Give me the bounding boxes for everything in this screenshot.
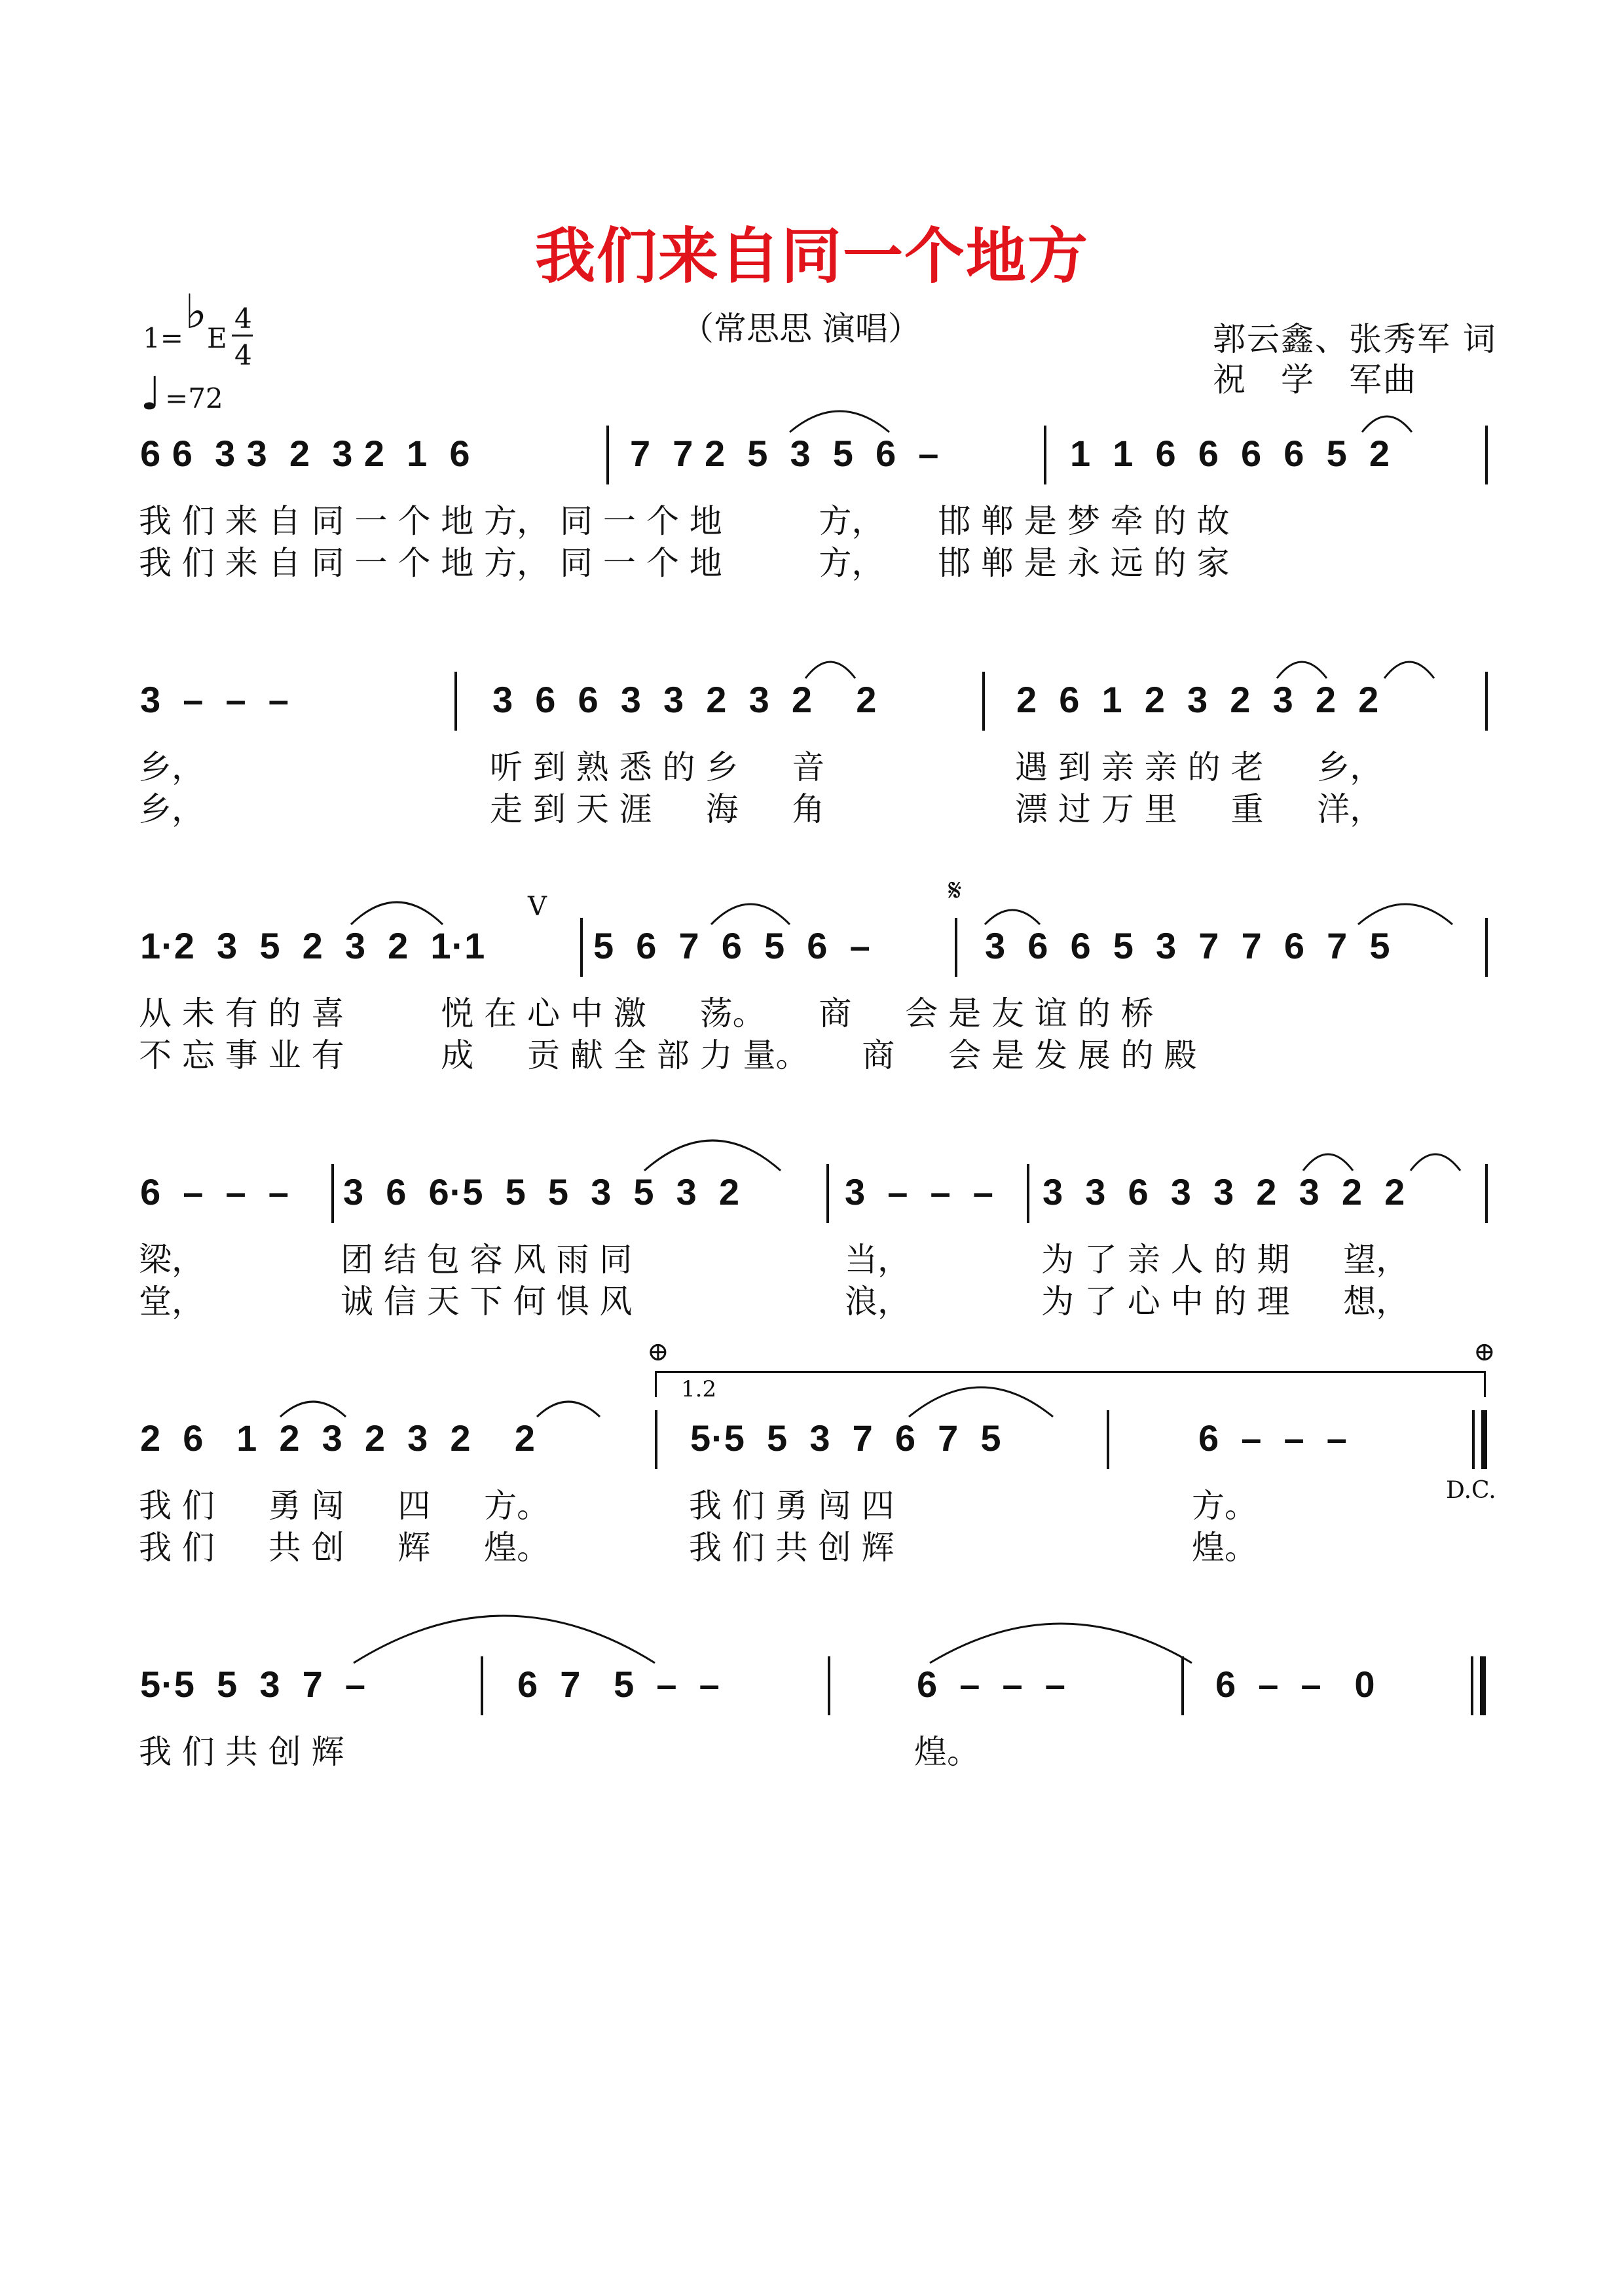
lyric-verse-2: 乡，: [139, 790, 204, 828]
lyric-verse-1: 团 结 包 容 风 雨 同: [341, 1241, 719, 1279]
song-title: 我们来自同一个地方: [534, 221, 1089, 291]
lyric-verse-2: 我 们 共 创 辉: [689, 1529, 895, 1567]
coda-icon: ⊕: [1473, 1337, 1496, 1367]
composer-credit: 祝 学 军曲: [1213, 361, 1417, 399]
measure-6-notes: 2 6 1 2 3 2 3 2 2: [1016, 679, 1380, 720]
time-signature-bottom: 4: [234, 339, 252, 371]
lyric-verse-1: 听 到 熟 悉 的 乡 音: [490, 748, 825, 786]
slur: [354, 1616, 655, 1663]
lyric-verse-1: 方。: [1192, 1487, 1257, 1525]
measure-11-notes: 3 6 6·5 5 5 3 5 3 2: [343, 1171, 741, 1212]
measure-14-notes: 2 6 1 2 3 2 3 2 2: [140, 1417, 536, 1459]
lyric-verse-2: 走 到 天 涯 海 角: [490, 790, 825, 828]
lyric-verse-1: 梁，: [139, 1241, 204, 1279]
lyric-verse-2: 不 忘 事 业 有 成 贡 献 全 部 力 量。 商 会 是 发 展 的 殿: [139, 1036, 1197, 1074]
slur: [1358, 904, 1452, 924]
time-signature-top: 4: [234, 302, 252, 335]
lyric-verse-1: 我 们 勇 闯 四 方。: [139, 1487, 550, 1525]
measure-1-notes: 6 6 3 3 2 3 2 1 6: [140, 433, 471, 474]
measure-8-notes: 5 6 7 6 5 6 –: [593, 925, 871, 966]
slur: [1303, 1154, 1353, 1171]
lyric-verse-1: 当，: [845, 1241, 910, 1279]
slur: [805, 662, 855, 678]
da-capo-mark: D.C.: [1446, 1477, 1496, 1504]
lyric-verse-2: 为 了 心 中 的 理 想，: [1041, 1283, 1409, 1321]
measure-19-notes: 6 – – –: [917, 1664, 1066, 1705]
measure-13-notes: 3 3 6 3 3 2 3 2 2: [1043, 1171, 1406, 1212]
quarter-note-icon: ♩: [140, 367, 162, 420]
slur: [930, 1624, 1192, 1663]
slur: [280, 1402, 346, 1417]
slur: [1384, 662, 1434, 678]
key-prefix: 1=: [143, 322, 183, 354]
measure-4-notes: 3 – – –: [140, 679, 289, 720]
lyric-verse-1: 乡，: [139, 748, 204, 786]
flat-icon: ♭: [185, 284, 207, 339]
lyric-verse-1: 煌。: [914, 1733, 980, 1771]
lyric-verse-1: 遇 到 亲 亲 的 老 乡，: [1015, 748, 1383, 786]
slur: [644, 1140, 781, 1171]
measure-18-notes: 6 7 5 – –: [517, 1664, 720, 1705]
lyric-verse-2: 堂，: [139, 1283, 204, 1321]
measure-20-notes: 6 – – 0: [1215, 1664, 1376, 1705]
slur: [1362, 416, 1412, 432]
measure-17-notes: 5·5 5 3 7 –: [140, 1664, 366, 1705]
volta-label: 1.2: [681, 1376, 717, 1402]
lyric-verse-2: 我 们 来 自 同 一 个 地 方， 同 一 个 地 方， 邯 郸 是 永 远 的 家: [139, 544, 1230, 582]
measure-5-notes: 3 6 6 3 3 2 3 2 2: [492, 679, 877, 720]
measure-2-notes: 7 7 2 5 3 5 6 –: [630, 433, 940, 474]
slur: [351, 902, 443, 924]
lyricist-credit: 郭云鑫、张秀军 词: [1213, 320, 1497, 358]
singer-credit: （常思思 演唱）: [681, 310, 921, 348]
measure-9-notes: 3 6 6 5 3 7 7 6 7 5: [985, 925, 1391, 966]
lyric-verse-1: 我 们 来 自 同 一 个 地 方， 同 一 个 地 方， 邯 郸 是 梦 牵 的 故: [139, 502, 1230, 540]
lyric-verse-2: 漂 过 万 里 重 洋，: [1015, 790, 1383, 828]
measure-3-notes: 1 1 6 6 6 6 5 2: [1070, 433, 1390, 474]
lyric-verse-2: 煌。: [1192, 1529, 1257, 1567]
lyric-verse-1: 为 了 亲 人 的 期 望，: [1041, 1241, 1409, 1279]
breath-mark: V: [528, 892, 547, 922]
lyric-verse-1: 我 们 共 创 辉: [139, 1733, 344, 1771]
slur: [1277, 662, 1327, 678]
measure-7-notes: 1·2 3 5 2 3 2 1·1: [140, 925, 486, 966]
measure-12-notes: 3 – – –: [845, 1171, 994, 1212]
lyric-verse-2: 浪，: [845, 1283, 910, 1321]
slur: [711, 904, 790, 924]
lyric-verse-2: 我 们 共 创 辉 煌。: [139, 1529, 550, 1567]
measure-16-notes: 6 – – –: [1198, 1417, 1348, 1459]
slur: [790, 411, 889, 432]
slur: [985, 910, 1040, 924]
measure-15-notes: 5·5 5 3 7 6 7 5: [690, 1417, 1002, 1459]
slur: [537, 1402, 600, 1417]
key-letter: E: [207, 322, 227, 354]
lyric-verse-1: 我 们 勇 闯 四: [689, 1487, 895, 1525]
lyric-verse-1: 从 未 有 的 喜 悦 在 心 中 激 荡。 商 会 是 友 谊 的 桥: [139, 994, 1154, 1032]
slur: [1411, 1154, 1460, 1171]
slur: [909, 1387, 1053, 1417]
lyric-verse-2: 诚 信 天 下 何 惧 风: [341, 1283, 719, 1321]
tempo-marking: =72: [165, 382, 223, 414]
segno-icon: 𝄋: [948, 872, 962, 909]
coda-icon: ⊕: [647, 1337, 669, 1367]
measure-10-notes: 6 – – –: [140, 1171, 289, 1212]
